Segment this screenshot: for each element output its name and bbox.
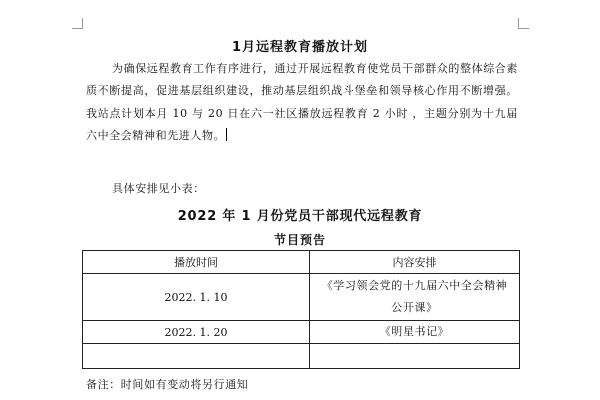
text-cursor [226,128,227,141]
header-content: 内容安排 [310,251,520,274]
table-row [83,344,520,369]
table-row [83,274,520,321]
crop-mark-top-left [72,18,83,29]
footnote: 备注：时间如有变动将另行通知 [86,378,249,391]
body-paragraph-text: 为确保远程教育工作有序进行，通过开展远程教育使党员干部群众的整体综合素质不断提高，促进基层组织建设，推动基层组织战斗堡垒和领导核心作用不断增强。我站点计划本月 10 与 20 日在六一社区播放远程教育 2 小时 ，主题分别为十九届六中全会精神和先进人物。 [86,62,518,143]
table-row [83,321,520,344]
table-subheading: 节目预告 [273,233,326,247]
crop-mark-top-right [518,18,529,29]
table-header-row [83,251,520,274]
schedule-table [82,250,520,369]
table-heading: 2022 年 1 月份党员干部现代远程教育 [177,209,423,224]
body-paragraph[interactable] [86,58,518,148]
table-cell-content [310,344,520,369]
table-cell-date: 2022. 1. 10 [83,274,310,321]
header-broadcast-time: 播放时间 [83,251,310,274]
table-cell-content: 《学习领会党的十九届六中全会精神公开课》 [310,274,520,321]
table-cell-date [83,344,310,369]
table-cell-date: 2022. 1. 20 [83,321,310,344]
schedule-intro: 具体安排见小表： [112,182,205,195]
table-cell-content: 《明星书记》 [310,321,520,344]
document-title: 1月远程教育播放计划 [231,40,369,55]
